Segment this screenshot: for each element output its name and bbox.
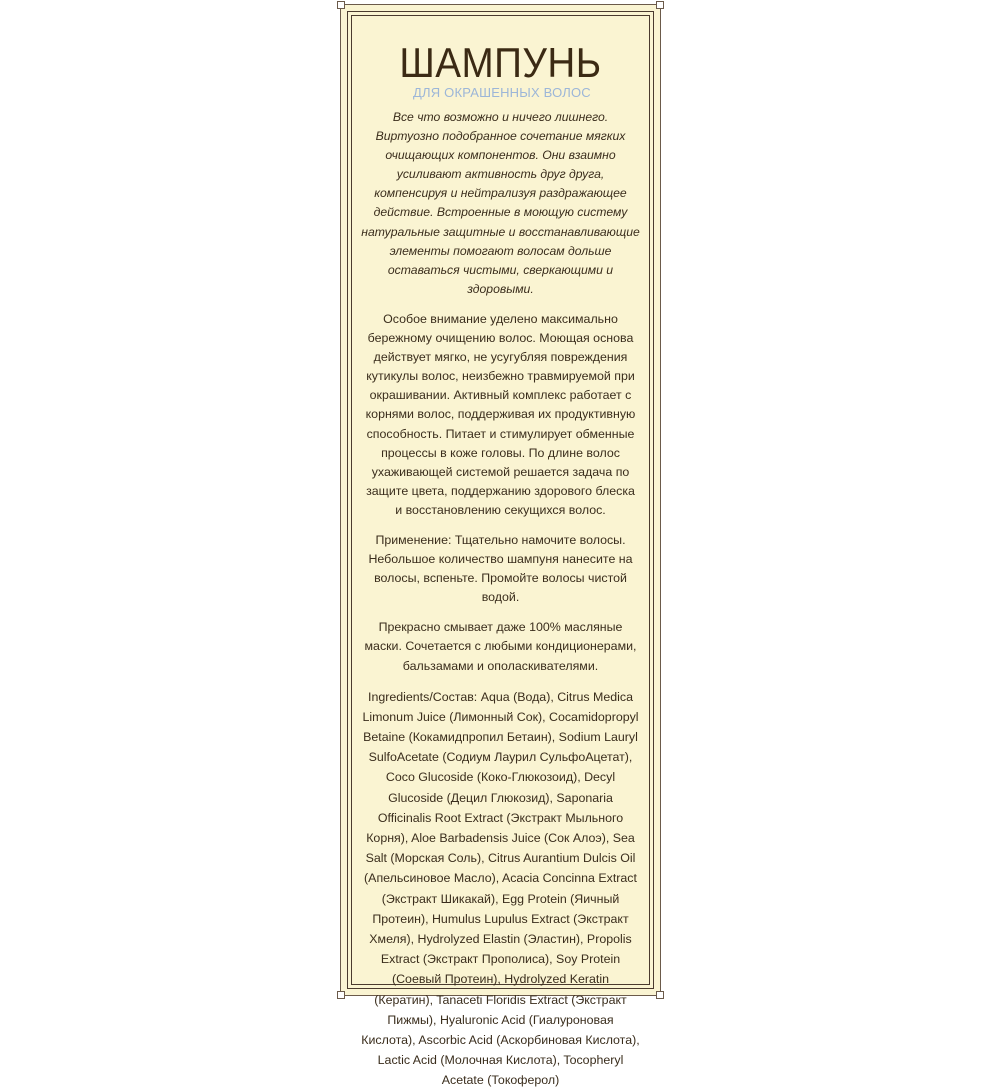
corner-mark-bottom-left: [337, 991, 345, 999]
compatibility-paragraph: Прекрасно смывает даже 100% масляные маски. Сочетается с любыми кондиционерами, бальзамами и ополаскивателями.: [364, 620, 637, 673]
corner-mark-top-left: [337, 1, 345, 9]
product-subtitle: ДЛЯ ОКРАШЕННЫХ ВОЛОС: [413, 85, 591, 100]
usage-paragraph: Применение: Тщательно намочите волосы. Небольшое количество шампуня нанесите на волосы, вспеньте. Промойте волосы чистой водой.: [368, 532, 633, 605]
product-title: ШАМПУНЬ: [399, 39, 602, 86]
product-label: [340, 4, 661, 1088]
corner-mark-top-right: [656, 1, 664, 9]
care-paragraph: Особое внимание уделено максимально бережному очищению волос. Моющая основа действует мягко, не усугубляя повреждения кутикулы волос, неизбежно травмируемой при окрашивании. Активный комплекс работает с корнями волос, поддерживая их продуктивную способность. Питает и стимулирует обменные процессы в коже головы. По длине волос ухаживающей системой решается задача по защите цвета, поддержанию здорового блеска и восстановлению секущихся волос.: [365, 311, 636, 517]
intro-paragraph: Все что возможно и ничего лишнего. Виртуозно подобранное сочетание мягких очищающих компонентов. Они взаимно усиливают активность друг друга, компенсируя и нейтрализуя раздражающее действие. Встроенные в моющую систему натуральные защитные и восстанавливающие элементы помогают волосам дольше оставаться чистыми, сверкающими и здоровыми.: [361, 110, 640, 296]
ingredients-list: Ingredients/Состав: Aqua (Вода), Citrus Medica Limonum Juice (Лимонный Сок), Cocamidopropyl Betaine (Кокамидпропил Бетаин), Sodium Lauryl SulfoAcetate (Содиум Лаурил СульфоАцетат), Coco Glucoside (Коко-Глюкозоид), Decyl Glucoside (Децил Глюкозид), Saponaria Officinalis Root Extract (Экстракт Мыльного Корня), Aloe Barbadensis Juice (Сок Алоэ), Sea Salt (Морская Соль), Citrus Aurantium Dulcis Oil (Апельсиновое Масло), Acacia Concinna Extract (Экстракт Шикакай), Egg Protein (Яичный Протеин), Humulus Lupulus Extract (Экстракт Хмеля), Hydrolyzed Elastin (Эластин), Propolis Extract (Экстракт Прополиса), Soy Protein (Соевый Протеин), Hydrolyzed Keratin (Кератин), Tanaceti Floridis Extract (Экстракт Пижмы), Hyaluronic Acid (Гиалуроновая Кислота), Ascorbic Acid (Аскорбиновая Кислота), Lactic Acid (Молочная Кислота), Tocopheryl Acetate (Токоферол): [361, 689, 640, 1088]
label-content: [361, 39, 640, 1091]
corner-mark-bottom-right: [656, 991, 664, 999]
